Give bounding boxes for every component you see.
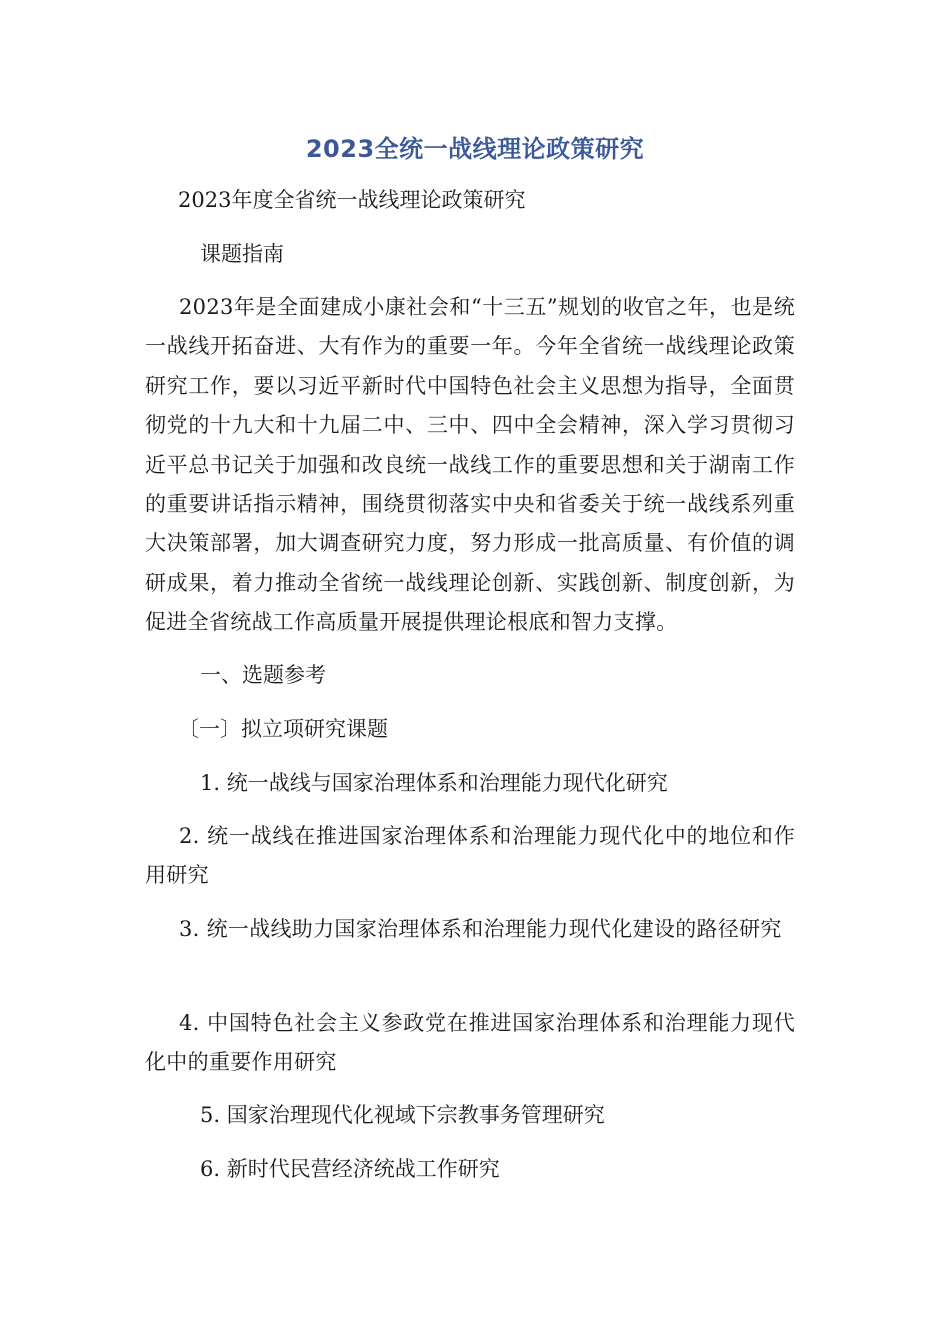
topic-item-3: 3. 统一战线助力国家治理体系和治理能力现代化建设的路径研究	[179, 917, 782, 941]
topic-item-2: 2. 统一战线在推进国家治理体系和治理能力现代化中的地位和作用研究	[145, 824, 795, 888]
topic-item-6: 6. 新时代民营经济统战工作研究	[200, 1157, 500, 1181]
guide-heading: 课题指南	[200, 242, 284, 266]
section-heading-topics: 一、选题参考	[200, 663, 326, 687]
topic-item-5: 5. 国家治理现代化视域下宗教事务管理研究	[200, 1103, 605, 1127]
subsection-heading-proposed: 〔一〕拟立项研究课题	[178, 717, 388, 741]
topic-item-1: 1. 统一战线与国家治理体系和治理能力现代化研究	[200, 771, 668, 795]
topic-item-4: 4. 中国特色社会主义参政党在推进国家治理体系和治理能力现代化中的重要作用研究	[145, 1011, 795, 1075]
intro-paragraph: 2023年是全面建成小康社会和“十三五”规划的收官之年，也是统一战线开拓奋进、大有作为的重要一年。今年全省统一战线理论政策研究工作，要以习近平新时代中国特色社会主义思想为指导，全面贯彻党的十九大和十九届二中、三中、四中全会精神，深入学习贯彻习近平总书记关于加强和改良统一战线工作的重要思想和关于湖南工作的重要讲话指示精神，围绕贯彻落实中央和省委关于统一战线系列重大决策部署，加大调查研究力度，努力形成一批高质量、有价值的调研成果，着力推动全省统一战线理论创新、实践创新、制度创新，为促进全省统战工作高质量开展提供理论根底和智力支撑。	[145, 295, 795, 635]
document-title: 2023全统一战线理论政策研究	[305, 135, 645, 163]
document-subtitle: 2023年度全省统一战线理论政策研究	[178, 188, 526, 212]
